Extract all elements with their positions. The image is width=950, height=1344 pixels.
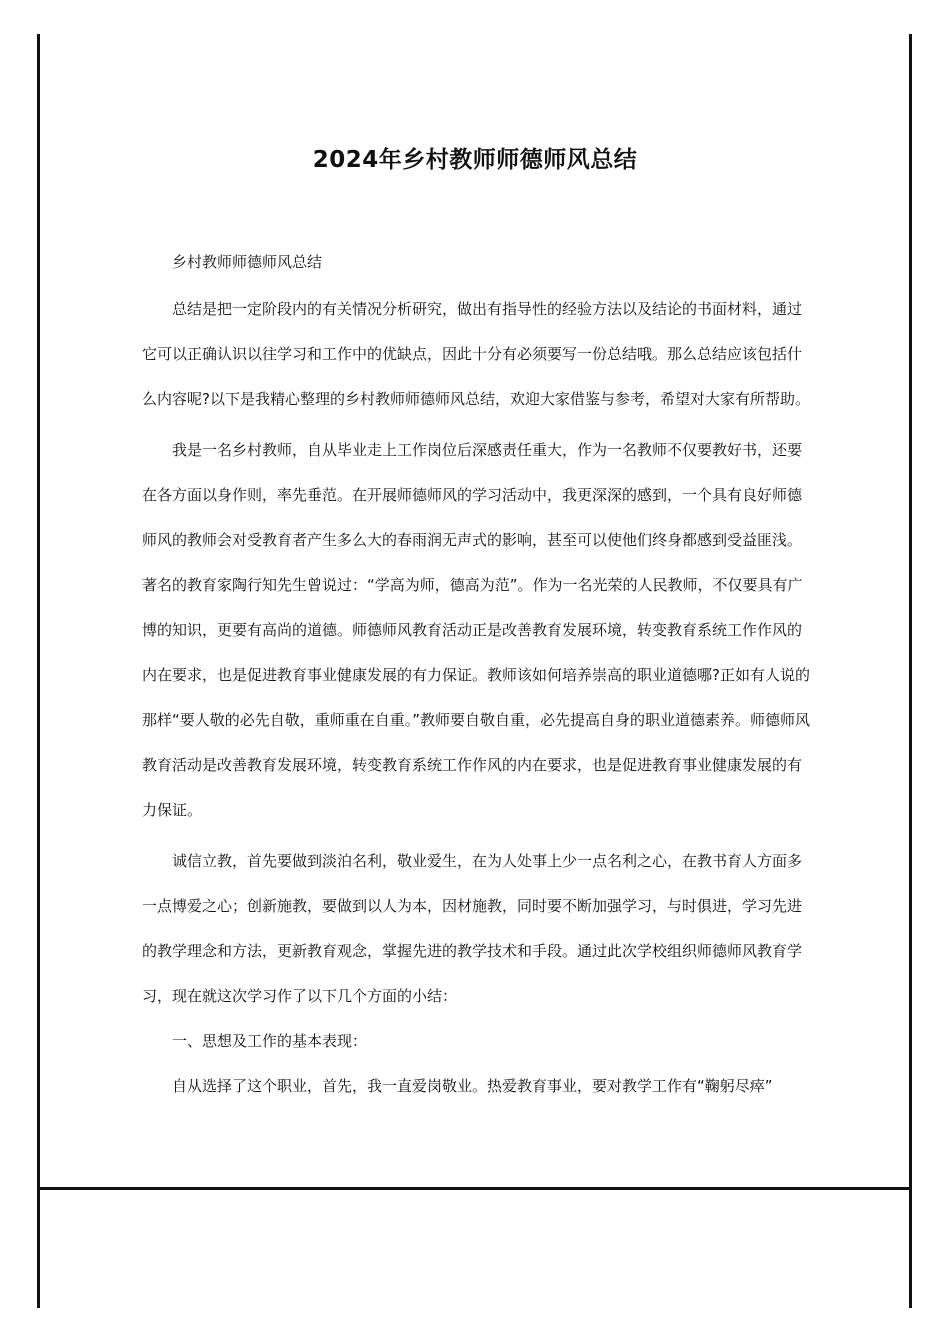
paragraph-dedication: 自从选择了这个职业，首先，我一直爱岗敬业。热爱教育事业，要对教学工作有“鞠躬尽瘁” (172, 1077, 773, 1095)
document-body (142, 240, 816, 1109)
paragraph-teacher: 我是一名乡村教师，自从毕业走上工作岗位后深感责任重大，作为一名教师不仅要教好书，还要在各方面以身作则，率先垂范。在开展师德师风的学习活动中，我更深深的感到，一个具有良好师德师风的教师会对受教育者产生多么大的春雨润无声式的影响，甚至可以使他们终身都感到受益匪浅。著名的教育家陶行知先生曾说过：“学高为师，德高为范”。作为一名光荣的人民教师，不仅要具有广博的知识，更要有高尚的道德。师德师风教育活动正是改善教育发展环境，转变教育系统工作作风的内在要求，也是促进教育事业健康发展的有力保证。教师该如何培养崇高的职业道德哪?正如有人说的那样“要人敬的必先自敬，重师重在自重。”教师要自敬自重，必先提高自身的职业道德素养。师德师风教育活动是改善教育发展环境，转变教育系统工作作风的内在要求，也是促进教育事业健康发展的有力保证。 (142, 441, 811, 819)
page-border-left (37, 34, 40, 1308)
paragraph-integrity: 诚信立教，首先要做到淡泊名利，敬业爱生，在为人处事上少一点名利之心，在教书育人方面多一点博爱之心；创新施教，要做到以人为本，因材施教，同时要不断加强学习，与时俱进，学习先进的教学理念和方法，更新教育观念，掌握先进的教学技术和手段。通过此次学校组织师德师风教育学习，现在就这次学习作了以下几个方面的小结： (142, 852, 803, 1005)
document-title: 2024年乡村教师师德师风总结 (312, 147, 638, 174)
section-heading: 一、思想及工作的基本表现： (172, 1032, 368, 1050)
page-border-right (909, 34, 912, 1308)
page-border-bottom (37, 1187, 912, 1190)
paragraph-intro: 总结是把一定阶段内的有关情况分析研究，做出有指导性的经验方法以及结论的书面材料，通过它可以正确认识以往学习和工作中的优缺点，因此十分有必须要写一份总结哦。那么总结应该包括什么内容呢?以下是我精心整理的乡村教师师德师风总结，欢迎大家借鉴与参考，希望对大家有所帮助。 (142, 300, 810, 408)
document-subtitle: 乡村教师师德师风总结 (172, 253, 323, 271)
